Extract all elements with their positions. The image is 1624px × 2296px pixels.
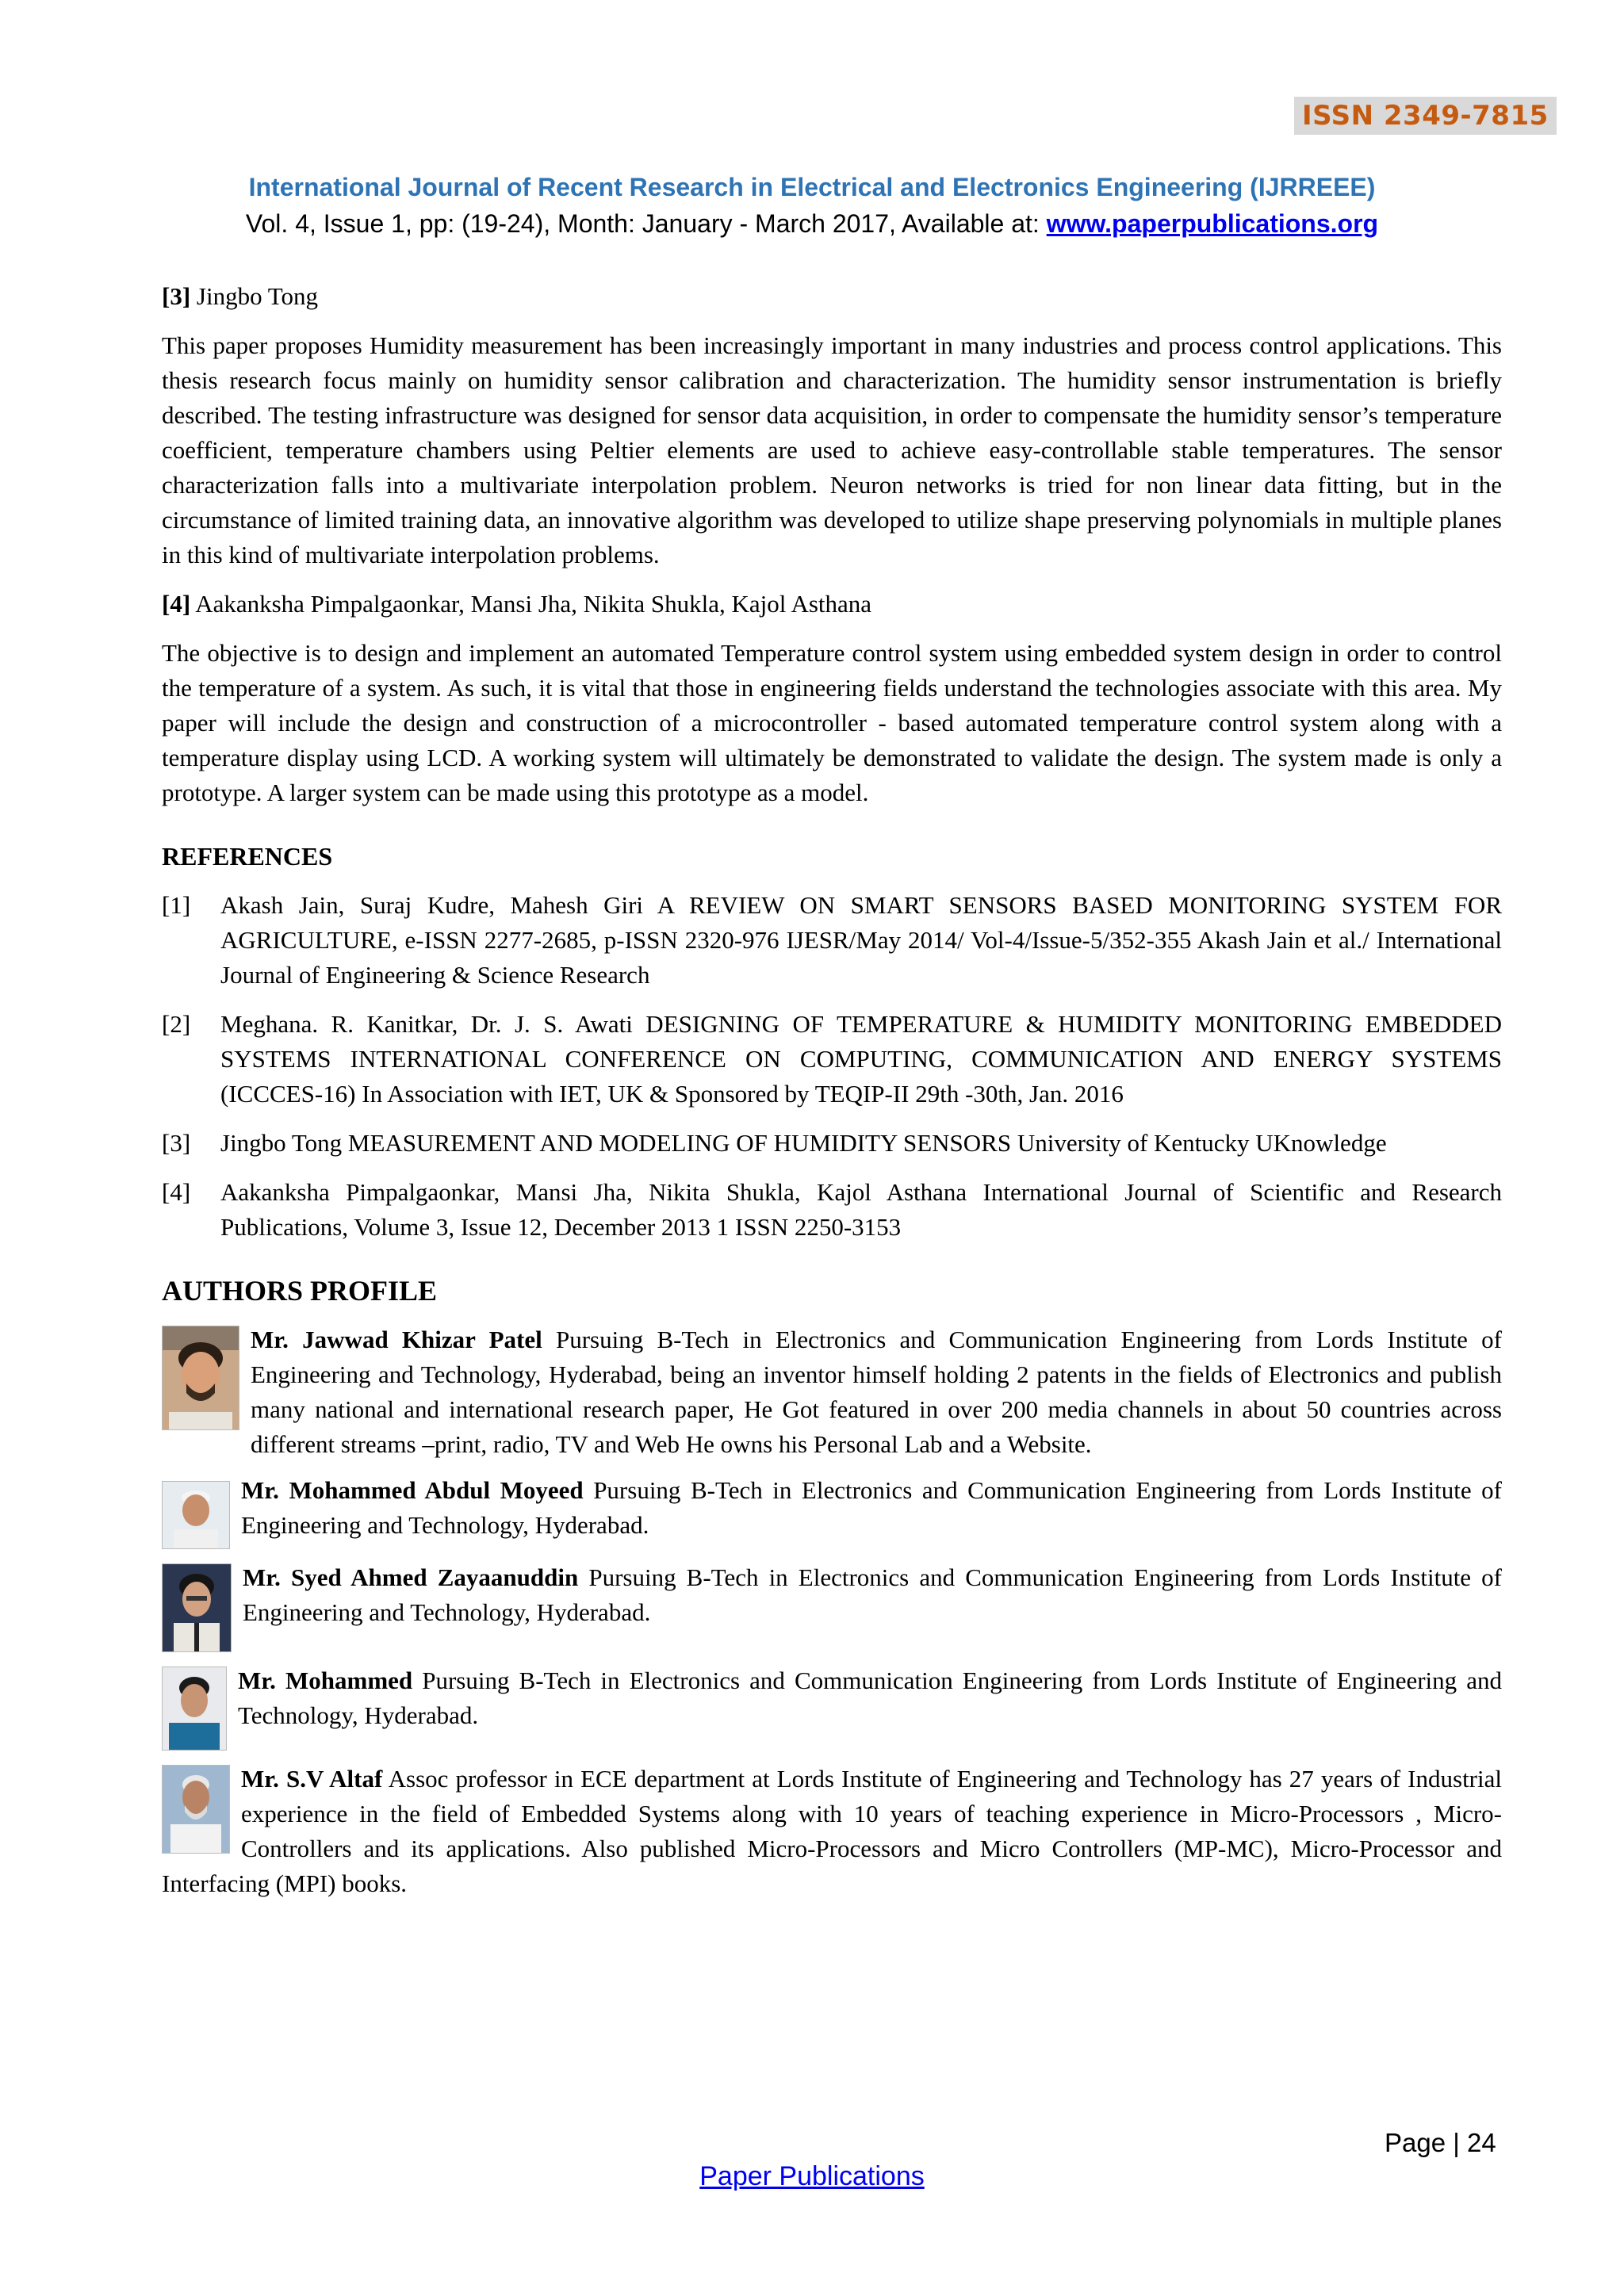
author-name: Mr. Jawwad Khizar Patel [251,1326,542,1353]
main-content [162,279,1502,1912]
author-bio [162,1322,1502,1462]
reference-item [162,1175,1502,1245]
author-photo [162,1481,230,1549]
reference-item [162,1126,1502,1161]
author-name: Mr. S.V Altaf [241,1765,383,1793]
author-bio [162,1762,1502,1901]
page-number: Page | 24 [1385,2128,1496,2157]
author-photo [162,1765,230,1854]
author-description: Assoc professor in ECE department at Lords Institute of Engineering and Technology has 27 years of Industrial experience in the field of Embedded Systems along with 10 years of teaching experience in Micro-Processors , Micro-Controllers and its applications. Also published Micro-Processors and Micro Controllers (MP-MC), Micro-Processor and Interfacing (MPI) books. [162,1765,1502,1897]
reference-text: Jingbo Tong MEASUREMENT AND MODELING OF HUMIDITY SENSORS University of Kentucky UKnowledge [220,1129,1387,1157]
author-bio [162,1663,1502,1733]
reference-text: Akash Jain, Suraj Kudre, Mahesh Giri A REVIEW ON SMART SENSORS BASED MONITORING SYSTEM FOR AGRICULTURE, e-ISSN 2277-2685, p-ISSN 2320-976 IJESR/May 2014/ Vol-4/Issue-5/352-355 Akash Jain et al./ International Journal of Engineering & Science Research [220,891,1502,989]
reference-text: Aakanksha Pimpalgaonkar, Mansi Jha, Nikita Shukla, Kajol Asthana International Journal of Scientific and Research Publications, Volume 3, Issue 12, December 2013 1 ISSN 2250-3153 [220,1178,1502,1241]
section-3-header [162,279,1502,314]
author-photo [162,1326,239,1430]
section-4-author: Aakanksha Pimpalgaonkar, Mansi Jha, Nikita Shukla, Kajol Asthana [190,590,872,618]
reference-number: [1] [162,891,191,919]
author-bio [162,1473,1502,1543]
reference-number: [2] [162,1010,191,1038]
author-photo [162,1667,227,1751]
references-list [162,888,1502,1245]
author-photo [162,1563,232,1652]
author-profile [162,1322,1502,1462]
reference-text: Meghana. R. Kanitkar, Dr. J. S. Awati DESIGNING OF TEMPERATURE & HUMIDITY MONITORING EMBEDDED SYSTEMS INTERNATIONAL CONFERENCE ON COMPUTING, COMMUNICATION AND ENERGY SYSTEMS (ICCCES-16) In Association with IET, UK & Sponsored by TEQIP-II 29th -30th, Jan. 2016 [220,1010,1502,1108]
author-name: Mr. Mohammed Abdul Moyeed [241,1476,584,1504]
issn-badge: ISSN 2349-7815 [1294,97,1557,135]
reference-item [162,888,1502,993]
author-bio [162,1560,1502,1630]
authors-heading: AUTHORS PROFILE [162,1275,438,1307]
reference-number: [4] [162,1178,191,1206]
author-profile [162,1473,1502,1549]
section-3-text: This paper proposes Humidity measurement has been increasingly important in many industries and process control applications. This thesis research focus mainly on humidity sensor calibration and characterization. The humidity sensor instrumentation is briefly described. The testing infrastructure was designed for sensor data acquisition, in order to compensate the humidity sensor’s temperature coefficient, temperature chambers using Peltier elements are used to achieve easy-controllable stable temperatures. The sensor characterization falls into a multivariate interpolation problem. Neuron networks is tried for non linear data fitting, but in the circumstance of limited training data, an innovative algorithm was developed to utilize shape preserving polynomials in multiple planes in this kind of multivariate interpolation problems. [162,331,1502,568]
section-3-author: Jingbo Tong [190,282,319,310]
journal-title: International Journal of Recent Research in Electrical and Electronics Engineering (IJRREEE) [248,173,1376,201]
section-3-label: [3] [162,282,191,310]
journal-website-link[interactable]: www.paperpublications.org [1046,209,1379,238]
author-profile [162,1560,1502,1652]
author-profile [162,1762,1502,1901]
section-4-text: The objective is to design and implement an automated Temperature control system using embedded system design in order to control the temperature of a system. As such, it is vital that those in engineering fields understand the technologies associate with this area. My paper will include the design and construction of a microcontroller - based automated temperature control system along with a temperature display using LCD. A working system will ultimately be demonstrated to validate the design. The system made is only a prototype. A larger system can be made using this prototype as a model. [162,639,1502,806]
section-4-header [162,587,1502,622]
author-name: Mr. Mohammed [238,1667,413,1694]
reference-number: [3] [162,1129,191,1157]
author-description: Pursuing B-Tech in Electronics and Communication Engineering from Lords Institute of Engineering and Technology, Hyderabad. [238,1667,1502,1729]
author-description: Pursuing B-Tech in Electronics and Communication Engineering from Lords Institute of Engineering and Technology, Hyderabad. [243,1563,1502,1626]
author-profile [162,1663,1502,1751]
publisher-link[interactable]: Paper Publications [699,2161,925,2191]
section-4-label: [4] [162,590,191,618]
journal-info [0,209,1624,239]
author-description: Pursuing B-Tech in Electronics and Communication Engineering from Lords Institute of Engineering and Technology, Hyderabad. [241,1476,1503,1539]
references-heading: REFERENCES [162,842,333,871]
reference-item [162,1007,1502,1112]
author-name: Mr. Syed Ahmed Zayaanuddin [243,1563,579,1591]
author-description: Pursuing B-Tech in Electronics and Communication Engineering from Lords Institute of Engineering and Technology, Hyderabad, being an inventor himself holding 2 patents in the fields of Electronics and publish many national and international research paper, He Got featured in over 200 media channels in about 50 countries across different streams –print, radio, TV and Web He owns his Personal Lab and a Website. [251,1326,1503,1458]
journal-info-text: Vol. 4, Issue 1, pp: (19-24), Month: January - March 2017, Available at: [245,209,1047,238]
